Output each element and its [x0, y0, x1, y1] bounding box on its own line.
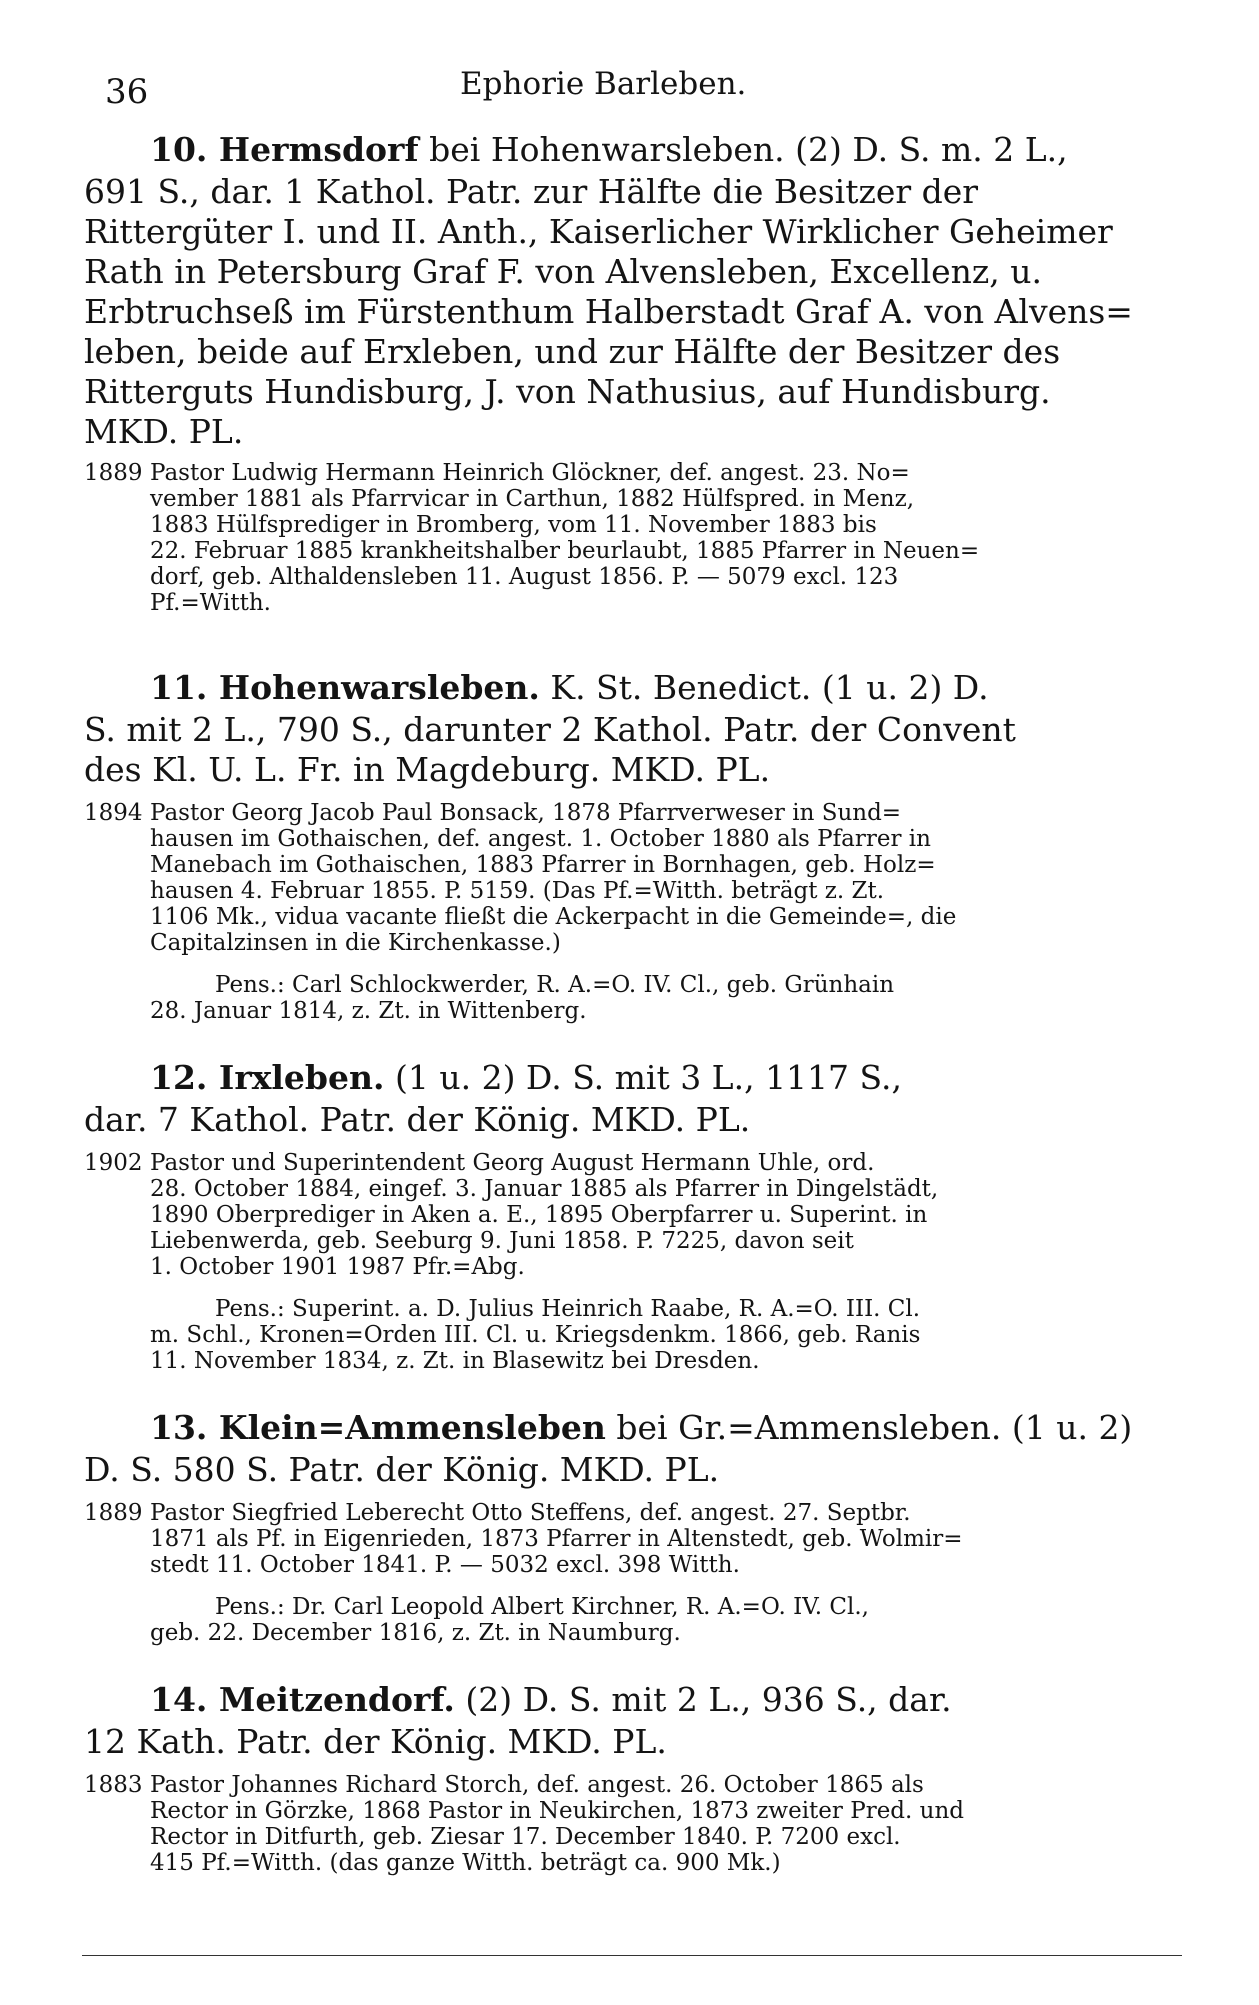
pastor-line: Manebach im Gothaischen, 1883 Pfarrer in Bornhagen, geb. Holz=: [150, 852, 936, 878]
page-number: 36: [105, 72, 149, 112]
entry-text: K. St. Benedict. (1 u. 2) D.: [539, 668, 989, 707]
entry-line: Rittergüter I. und II. Anth., Kaiserlicher Wirklicher Geheimer: [84, 212, 1113, 251]
entry-title: 10. Hermsdorf: [150, 130, 419, 169]
entry-line: [150, 668, 989, 707]
pastor-line: Rector in Görzke, 1868 Pastor in Neukirchen, 1873 zweiter Pred. und: [150, 1798, 964, 1824]
entry-line: leben, beide auf Erxleben, und zur Hälfte der Besitzer des: [84, 332, 1061, 371]
entry-title: 12. Irxleben.: [150, 1058, 385, 1097]
pastor-year: 1889: [84, 1500, 143, 1526]
pension-line: Pens.: Carl Schlockwerder, R. A.=O. IV. Cl., geb. Grünhain: [215, 972, 895, 998]
entry-text: bei Hohenwarsleben. (2) D. S. m. 2 L.,: [418, 130, 1068, 169]
entry-line: [150, 1058, 902, 1097]
pastor-line: Pastor Georg Jacob Paul Bonsack, 1878 Pfarrverweser in Sund=: [150, 800, 902, 826]
pastor-line: Pastor Ludwig Hermann Heinrich Glöckner, def. angest. 23. No=: [150, 460, 910, 486]
pastor-year: 1902: [84, 1150, 143, 1176]
entry-title: 14. Meitzendorf.: [150, 1680, 455, 1719]
entry-line: Erbtruchseß im Fürstenthum Halberstadt Graf A. von Alvens=: [84, 292, 1133, 331]
pastor-line: dorf, geb. Althaldensleben 11. August 1856. P. — 5079 excl. 123: [150, 564, 899, 590]
pastor-line: hausen 4. Februar 1855. P. 5159. (Das Pf.=Witth. beträgt z. Zt.: [150, 878, 885, 904]
entry-line: [150, 1408, 1132, 1447]
entry-line: Rath in Petersburg Graf F. von Alvensleben, Excellenz, u.: [84, 252, 1043, 291]
pastor-line: Pastor Siegfried Leberecht Otto Steffens, def. angest. 27. Septbr.: [150, 1500, 911, 1526]
entry-title: 13. Klein=Ammensleben: [150, 1408, 606, 1447]
pastor-year: 1883: [84, 1772, 143, 1798]
pension-line: 28. Januar 1814, z. Zt. in Wittenberg.: [150, 998, 587, 1024]
pastor-line: 22. Februar 1885 krankheitshalber beurlaubt, 1885 Pfarrer in Neuen=: [150, 538, 980, 564]
entry-title: 11. Hohenwarsleben.: [150, 668, 540, 707]
pastor-line: 1106 Mk., vidua vacante fließt die Ackerpacht in die Gemeinde=, die: [150, 904, 957, 930]
pastor-line: 28. October 1884, eingef. 3. Januar 1885 als Pfarrer in Dingelstädt,: [150, 1176, 939, 1202]
pension-line: Pens.: Superint. a. D. Julius Heinrich Raabe, R. A.=O. III. Cl.: [215, 1296, 921, 1322]
pastor-line: stedt 11. October 1841. P. — 5032 excl. 398 Witth.: [150, 1552, 740, 1578]
pastor-line: 1871 als Pf. in Eigenrieden, 1873 Pfarrer in Altenstedt, geb. Wolmir=: [150, 1526, 963, 1552]
entry-line: 12 Kath. Patr. der König. MKD. PL.: [84, 1722, 667, 1761]
entry-line: [150, 130, 1068, 169]
pastor-year: 1889: [84, 460, 143, 486]
entry-text: (2) D. S. mit 2 L., 936 S., dar.: [454, 1680, 952, 1719]
pastor-line: Pf.=Witth.: [150, 590, 271, 616]
entry-text: bei Gr.=Ammensleben. (1 u. 2): [605, 1408, 1133, 1447]
entry-line: 691 S., dar. 1 Kathol. Patr. zur Hälfte die Besitzer der: [84, 172, 979, 211]
pastor-line: 1890 Oberprediger in Aken a. E., 1895 Oberpfarrer u. Superint. in: [150, 1202, 928, 1228]
pastor-line: 1. October 1901 1987 Pfr.=Abg.: [150, 1254, 525, 1280]
entry-line: [150, 1680, 952, 1719]
entry-line: MKD. PL.: [84, 412, 244, 451]
pastor-line: Capitalzinsen in die Kirchenkasse.): [150, 930, 561, 956]
pension-line: 11. November 1834, z. Zt. in Blasewitz bei Dresden.: [150, 1348, 760, 1374]
pension-line: Pens.: Dr. Carl Leopold Albert Kirchner, R. A.=O. IV. Cl.,: [215, 1594, 869, 1620]
pension-line: geb. 22. December 1816, z. Zt. in Naumburg.: [150, 1620, 681, 1646]
pastor-line: hausen im Gothaischen, def. angest. 1. October 1880 als Pfarrer in: [150, 826, 931, 852]
footer-rule: [82, 1955, 1182, 1956]
pastor-line: vember 1881 als Pfarrvicar in Carthun, 1882 Hülfspred. in Menz,: [150, 486, 915, 512]
entry-line: dar. 7 Kathol. Patr. der König. MKD. PL.: [84, 1100, 751, 1139]
running-title: Ephorie Barleben.: [460, 66, 747, 102]
entry-line: S. mit 2 L., 790 S., darunter 2 Kathol. Patr. der Convent: [84, 710, 1016, 749]
pastor-line: 1883 Hülfsprediger in Bromberg, vom 11. November 1883 bis: [150, 512, 877, 538]
entry-line: Ritterguts Hundisburg, J. von Nathusius, auf Hundisburg.: [84, 372, 1051, 411]
entry-line: D. S. 580 S. Patr. der König. MKD. PL.: [84, 1450, 720, 1489]
pastor-line: Rector in Ditfurth, geb. Ziesar 17. December 1840. P. 7200 excl.: [150, 1824, 901, 1850]
pastor-line: Pastor und Superintendent Georg August Hermann Uhle, ord.: [150, 1150, 875, 1176]
pastor-line: 415 Pf.=Witth. (das ganze Witth. beträgt ca. 900 Mk.): [150, 1850, 781, 1876]
pastor-line: Liebenwerda, geb. Seeburg 9. Juni 1858. P. 7225, davon seit: [150, 1228, 854, 1254]
pastor-line: Pastor Johannes Richard Storch, def. angest. 26. October 1865 als: [150, 1772, 924, 1798]
entry-line: des Kl. U. L. Fr. in Magdeburg. MKD. PL.: [84, 750, 771, 789]
entry-text: (1 u. 2) D. S. mit 3 L., 1117 S.,: [384, 1058, 902, 1097]
pastor-year: 1894: [84, 800, 143, 826]
pension-line: m. Schl., Kronen=Orden III. Cl. u. Kriegsdenkm. 1866, geb. Ranis: [150, 1322, 921, 1348]
